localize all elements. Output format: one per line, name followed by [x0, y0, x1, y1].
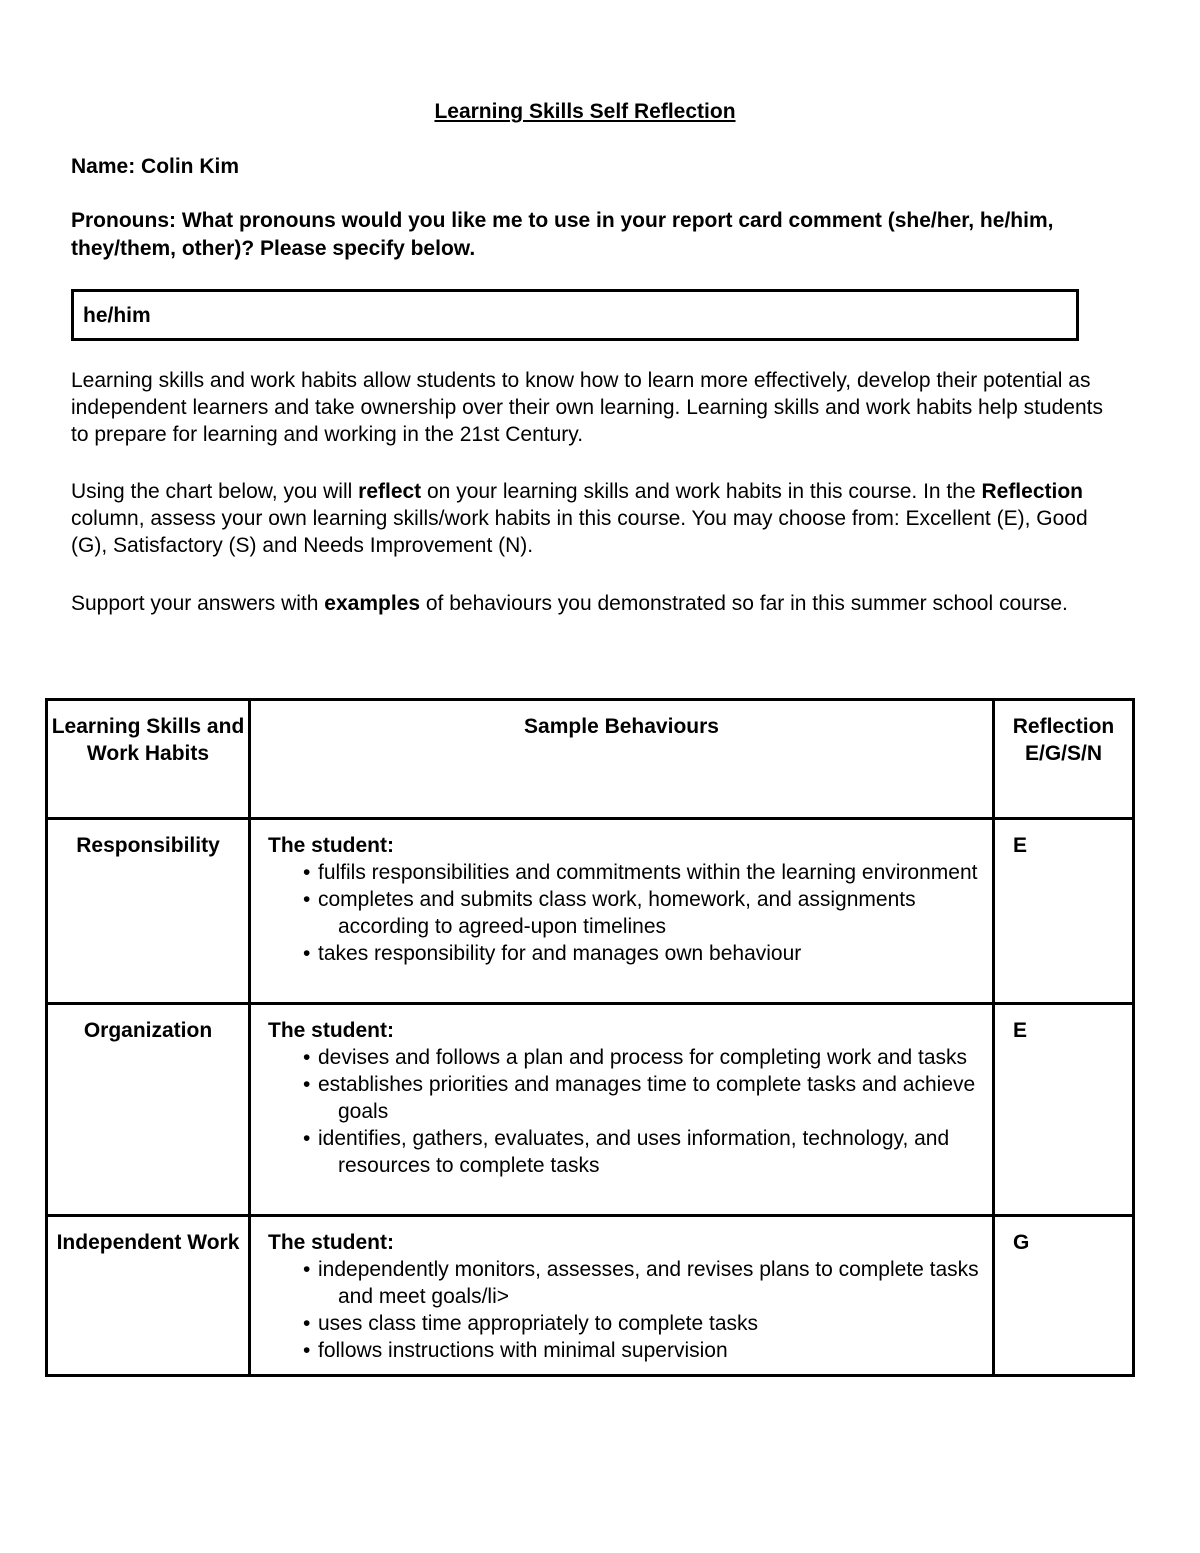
support-emphasis: examples	[324, 592, 421, 615]
instructions-emphasis: reflect	[358, 480, 422, 503]
instructions-text: on your learning skills and work habits in this course. In the	[421, 480, 982, 503]
pronouns-question: Pronouns: What pronouns would you like me to use in your report card comment (she/her, he/him, they/them, other)? Please specify below.	[71, 209, 1054, 260]
behaviours-cell	[250, 819, 994, 1004]
reflection-value[interactable]: G	[994, 1216, 1134, 1376]
list-item: • independently monitors, assesses, and revises plans to complete tasks and meet goals/li>	[288, 1256, 982, 1310]
list-item: • devises and follows a plan and process for completing work and tasks	[288, 1044, 982, 1071]
skill-name: Organization	[47, 1004, 250, 1216]
behaviours-lead: The student:	[268, 1019, 394, 1042]
pronouns-answer-box[interactable]	[71, 289, 1079, 341]
instructions-text: Using the chart below, you will	[71, 480, 359, 503]
reflection-value[interactable]: E	[994, 819, 1134, 1004]
instructions-emphasis: Reflection	[981, 480, 1083, 503]
instructions-paragraph	[71, 478, 1121, 559]
skill-name: Independent Work	[47, 1216, 250, 1376]
list-item: • takes responsibility for and manages own behaviour	[288, 940, 982, 967]
table-row	[47, 1004, 1134, 1216]
reflection-value[interactable]: E	[994, 1004, 1134, 1216]
header-reflection: Reflection E/G/S/N	[994, 700, 1134, 819]
behaviours-list	[268, 859, 982, 967]
page-title: Learning Skills Self Reflection	[434, 100, 736, 123]
header-behaviours: Sample Behaviours	[250, 700, 994, 819]
pronouns-answer: he/him	[83, 304, 151, 327]
skills-table	[45, 698, 1135, 1377]
list-item: • follows instructions with minimal supervision	[288, 1337, 982, 1364]
list-item: • completes and submits class work, homework, and assignments according to agreed-upon timelines	[288, 886, 982, 940]
list-item: • establishes priorities and manages time to complete tasks and achieve goals	[288, 1071, 982, 1125]
list-item: • fulfils responsibilities and commitments within the learning environment	[288, 859, 982, 886]
behaviours-list	[268, 1256, 982, 1364]
table-row	[47, 819, 1134, 1004]
support-paragraph	[71, 590, 1121, 617]
behaviours-cell	[250, 1004, 994, 1216]
header-skills: Learning Skills and Work Habits	[47, 700, 250, 819]
behaviours-lead: The student:	[268, 1231, 394, 1254]
support-text: of behaviours you demonstrated so far in this summer school course.	[420, 592, 1068, 615]
skill-name: Responsibility	[47, 819, 250, 1004]
list-item: • uses class time appropriately to complete tasks	[288, 1310, 982, 1337]
behaviours-cell	[250, 1216, 994, 1376]
table-row	[47, 1216, 1134, 1376]
behaviours-list	[268, 1044, 982, 1179]
list-item: • identifies, gathers, evaluates, and uses information, technology, and resources to complete tasks	[288, 1125, 982, 1179]
student-name: Name: Colin Kim	[71, 155, 240, 178]
behaviours-lead: The student:	[268, 834, 394, 857]
support-text: Support your answers with	[71, 592, 325, 615]
instructions-text: column, assess your own learning skills/work habits in this course. You may choose from: Excellent (E), Good (G), Satisfactory (S) and Needs Improvement (N).	[71, 507, 1088, 557]
intro-paragraph: Learning skills and work habits allow students to know how to learn more effectively, develop their potential as independent learners and take ownership over their own learning. Learning skills and work habits help students to prepare for learning and working in the 21st Century.	[71, 369, 1103, 446]
table-header-row	[47, 700, 1134, 819]
